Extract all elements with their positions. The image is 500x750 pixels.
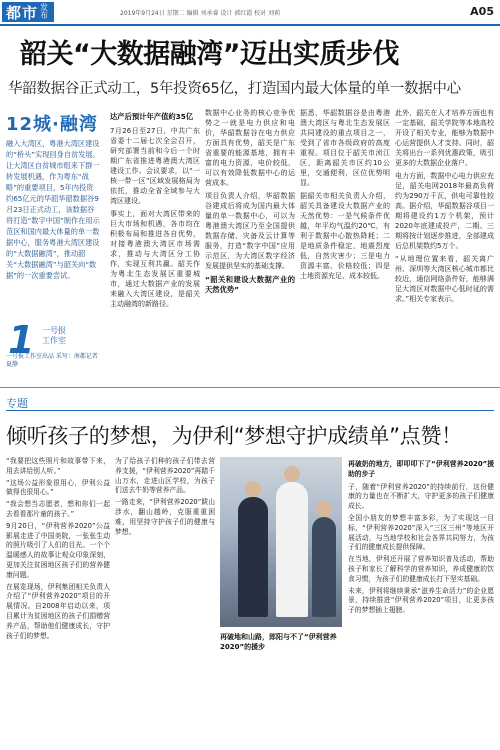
- paragraph: 子，随着“伊利营养2020”的持续前行，这份健康的力量也在不断扩大，守护更多的孩子们健康成长。: [348, 482, 494, 511]
- paragraph: “这场公益形象很用心，伊利公益做得也很用心。”: [6, 478, 110, 497]
- photo-figure: [312, 517, 336, 617]
- paragraph: 在当地，伊利还开展了营养知识普及活动，帮助孩子和家长了解科学的营养知识，养成健康的饮食习惯，为孩子们的健康成长打下坚实基础。: [348, 555, 494, 583]
- special-section-tag: 专题: [6, 397, 28, 410]
- reporter-credit: 一号报工作室出品 采写：南都记者 夏静: [6, 353, 98, 368]
- photo-figure-head: [284, 466, 300, 482]
- lead-box-text: 融入大湾区，粤港大湾区建设的“桥头”实现回身自贫发展。让大湾区自贫城市组来下群一转发展机遇，作为粤东“战略”的重要项目，5年内投资约65亿元的华韶华韶数据谷9月23日正式动工，该数据谷将打造“数字中国”制作在用示范区和国内最大体量的单一数据中心，服务粤港大湾区建设的“大数据融湾”，推动韶关“大数据融湾”与韶关向“数据”的一次重要尝试。: [6, 139, 100, 280]
- section-logo: [2, 2, 54, 22]
- photo-figure-head: [316, 501, 332, 517]
- article-column-2: [205, 108, 295, 299]
- main-headline: 韶关“大数据融湾”迈出实质步伐: [20, 39, 399, 70]
- special-column-3: [348, 457, 494, 747]
- special-headline: 倾听孩子的梦想，为伊利“梦想守护成绩单”点赞！: [6, 424, 462, 448]
- paragraph: 数据中心业务的核心竞争优势之一就是电力供应和电价，华韶数据谷在电力供应方面具有优势，韶关是广东省重要的能源基地，拥有丰富的电力资源，电价较低，可以有效降低数据中心的运营成本。: [205, 109, 295, 187]
- paragraph: 9月20日，“伊利营养2020”公益影展走进了中国美院，一张张生动的照片吸引了人们的目光。一个个温暖感人的故事让观众印象深刻，更加关注贫困地区孩子们的营养健康问题。: [6, 521, 110, 579]
- lead-box: [0, 108, 104, 378]
- section-logo-sub: 发布: [40, 3, 49, 20]
- paragraph: “我要把这些照片和故事带下来，用去讲给别人听。”: [6, 457, 110, 475]
- photo-caption: 再破地和山路，郎阳与不了“伊利营养2020”的援步: [220, 633, 337, 651]
- paragraph: 据韶关市相关负责人介绍，韶关具备建设大数据产业的天然优势：一是气候条件优越，年平均气温约20℃，有利于数据中心散热降耗；二是地质条件稳定，地震烈度低，自然灾害少；三是电力资源丰富、价格较低；四是土地资源充足、成本较低。: [300, 192, 390, 280]
- header-meta: 2019年9月24日 星期二 编辑 刘承睿 设计 郭红霞 校对 刘莉: [120, 10, 281, 17]
- photo-figure: [276, 482, 308, 617]
- paragraph: 未来，伊利将继续秉承“滋养生命活力”的企业愿景，持续推进“伊利营养2020”项目，让更多孩子的梦想插上翅膀。: [348, 586, 494, 615]
- main-subheadline: 华韶数据谷正式动工，5年投资65亿，打造国内最大体量的单一数据中心: [8, 81, 461, 97]
- paragraph: 7月26日至27日，中共广东省委十二届七次全会召开，研究部署当前和今后一个时期广东省推进粤港澳大湾区建设工作。会议要求，以“一核一带一区”区域发展格局为依托，推动全省全域参与大湾区建设。: [110, 127, 200, 205]
- article-column-4: [395, 108, 494, 307]
- article-column-3: [300, 108, 390, 284]
- paragraph: 此外，韶关在人才培养方面也有一定基础，韶关学院等本地高校开设了相关专业，能够为数据中心运营提供人才支持。同时，韶关将出台一系列优惠政策，吸引更多的大数据企业落户。: [395, 109, 494, 167]
- paragraph: 为了给孩子们种的孩子们带去营养支援，“伊利营养2020”再踏千山万水，走进山区学校，为孩子们送去牛奶等营养产品。: [115, 457, 215, 495]
- paragraph: “我会想当志愿者，想和你们一起去看看那片童的孩子。”: [6, 500, 110, 518]
- paragraph: “从地理位置来看，韶关离广州、深圳等大湾区核心城市都比较近，通信网络条件好，能够满足大湾区对数据中心低时延的需求。”相关专家表示。: [395, 255, 494, 303]
- special-section-rule: [6, 410, 494, 411]
- page-header: [0, 0, 500, 26]
- event-photo: [220, 457, 342, 627]
- special-column-1: [6, 457, 110, 747]
- lead-box-title: 12城·融湾: [6, 114, 98, 135]
- photo-figure-head: [245, 481, 261, 497]
- column-subheading: “韶关和建设大数据产业的天然优势”: [205, 275, 295, 294]
- section-divider: [0, 387, 500, 388]
- paragraph: 全国小朋友的梦想丰富多彩，为了实现这一目标，“伊利营养2020”深入“三区三州”等地区开展活动，与当地学校和社会各界共同努力，为孩子们的健康成长提供保障。: [348, 513, 494, 552]
- reporter-logo-text: 一号报 工作室: [42, 326, 66, 345]
- paragraph: 项目负责人介绍，华韶数据谷建成后将成为国内最大体量的单一数据中心，可以为粤港澳大湾区乃至全国提供数据存储、灾备及云计算等服务，打造“数字中国”应用示范区，为大湾区数字经济发展提供坚实的基础支撑。: [205, 192, 295, 270]
- reporter-logo-mark: 1: [8, 318, 35, 362]
- paragraph: 在展览现场，伊利集团相关负责人介绍了“伊利营养2020”项目的开展情况。自2008年启动以来，项目累计为贫困地区的孩子们捐赠营养产品，帮助他们健康成长，守护孩子们的梦想。: [6, 582, 110, 640]
- photo-figure: [238, 497, 268, 617]
- special-column-2: [115, 457, 215, 747]
- column-subheading: 达产后預计年产值約35亿: [110, 112, 194, 121]
- article-column-1: [110, 108, 200, 312]
- paragraph: 事实上，面对大湾区带来的巨大市场和机遇，各市均在积极布局和推进各自优势，对接粤港澳大湾区市场需求，推动与大湾区分工协作，实现互利共赢。韶关作为粤北生态发展区重要城市，通过大数据产业的发展来融入大湾区建设，是韶关主动融湾的新路径。: [110, 210, 200, 308]
- paragraph: 据悉，华韶数据谷是由粤港澳大湾区与粤北生态发展区共同建设的重点项目之一，受到了省市各级政府的高度重视。项目位于韶关市浈江区，距离韶关市区约10公里，交通便利，区位优势明显。: [300, 109, 390, 187]
- column-subheading: 再破奶的地方，即叩叩下了“伊利营养2020”援助的步子: [348, 460, 494, 478]
- paragraph: 电力方面，数据中心电力供应充足，韶关电网2018年最高负荷约为290万千瓦，供电可靠性较高。据介绍，华韶数据谷项目一期将建设约1万个机架，预计2020年底建成投产，二期、三期将按计划逐步推进，全部建成后总机架数约5万个。: [395, 172, 494, 250]
- paragraph: 一路走来，“伊利营养2020”跋山涉水，翻山越岭，克服重重困难，用坚持守护孩子们的健康与梦想。: [115, 498, 215, 536]
- page-number: A05: [470, 5, 494, 18]
- section-logo-main: 都市: [6, 3, 39, 22]
